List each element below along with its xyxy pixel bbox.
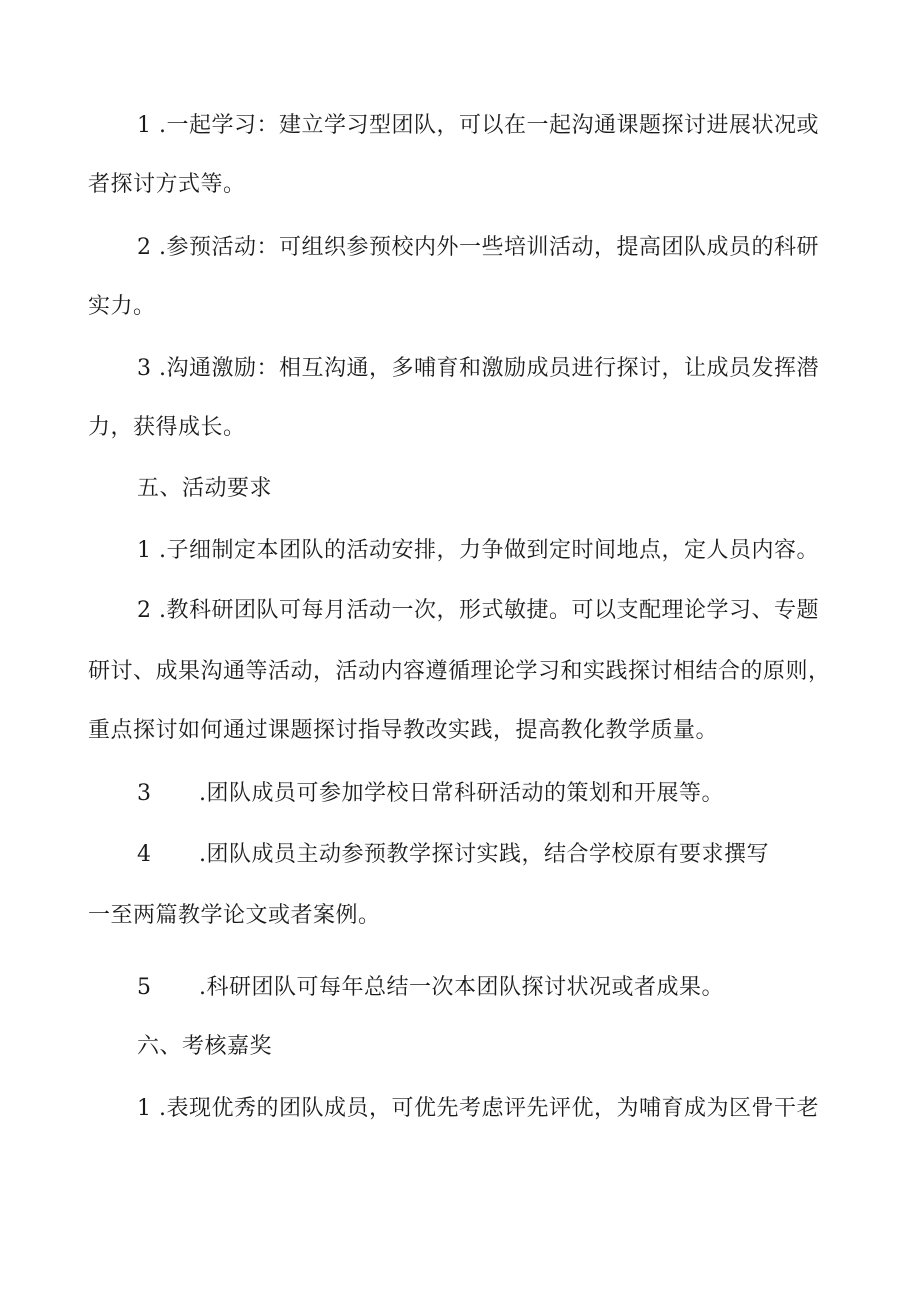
paragraph-line — [88, 170, 246, 200]
item-number: 4 — [137, 842, 152, 867]
line-text: .教科研团队可每月活动一次，形式敏捷。可以支配理论学习、专题 — [159, 598, 819, 623]
paragraph-line — [137, 536, 819, 566]
paragraph-line — [137, 840, 769, 870]
item-number: 2 — [137, 235, 152, 260]
item-number: 5 — [137, 975, 152, 1000]
paragraph-line — [137, 233, 819, 263]
section-heading — [137, 1032, 272, 1062]
section-heading — [137, 474, 272, 504]
line-text: 重点探讨如何通过课题探讨指导教改实践，提高教化教学质量。 — [88, 718, 719, 743]
paragraph-line — [137, 596, 819, 626]
paragraph-line — [88, 657, 831, 687]
line-text: 者探讨方式等。 — [88, 172, 246, 197]
paragraph-line — [88, 413, 246, 443]
line-text: 一至两篇教学论文或者案例。 — [88, 903, 381, 928]
paragraph-line — [88, 716, 718, 746]
line-text: .一起学习：建立学习型团队，可以在一起沟通课题探讨进展状况或 — [159, 113, 819, 138]
item-number: 2 — [137, 598, 152, 623]
heading-text: 五、活动要求 — [137, 476, 273, 501]
line-text: .子细制定本团队的活动安排，力争做到定时间地点，定人员内容。 — [159, 538, 819, 563]
item-number: 1 — [137, 538, 152, 563]
item-number: 1 — [137, 113, 152, 138]
paragraph-line — [137, 779, 724, 809]
paragraph-line — [88, 292, 156, 322]
paragraph-line — [137, 111, 819, 141]
paragraph-line — [137, 354, 819, 384]
item-number: 1 — [137, 1096, 152, 1121]
line-text: .参预活动：可组织参预校内外一些培训活动，提高团队成员的科研 — [159, 235, 819, 260]
line-text: 研讨、成果沟通等活动，活动内容遵循理论学习和实践探讨相结合的原则， — [88, 659, 831, 684]
line-text: .科研团队可每年总结一次本团队探讨状况或者成果。 — [199, 975, 724, 1000]
paragraph-line — [88, 901, 381, 931]
item-number: 3 — [137, 781, 152, 806]
paragraph-line — [137, 973, 724, 1003]
heading-text: 六、考核嘉奖 — [137, 1034, 273, 1059]
line-text: .团队成员可参加学校日常科研活动的策划和开展等。 — [199, 781, 724, 806]
line-text: .沟通激励：相互沟通，多哺育和激励成员进行探讨，让成员发挥潜 — [159, 356, 819, 381]
line-text: 实力。 — [88, 294, 156, 319]
item-number: 3 — [137, 356, 152, 381]
paragraph-line — [137, 1094, 819, 1124]
line-text: 力，获得成长。 — [88, 415, 246, 440]
line-text: .表现优秀的团队成员，可优先考虑评先评优，为哺育成为区骨干老 — [159, 1096, 819, 1121]
line-text: .团队成员主动参预教学探讨实践，结合学校原有要求撰写 — [199, 842, 769, 867]
